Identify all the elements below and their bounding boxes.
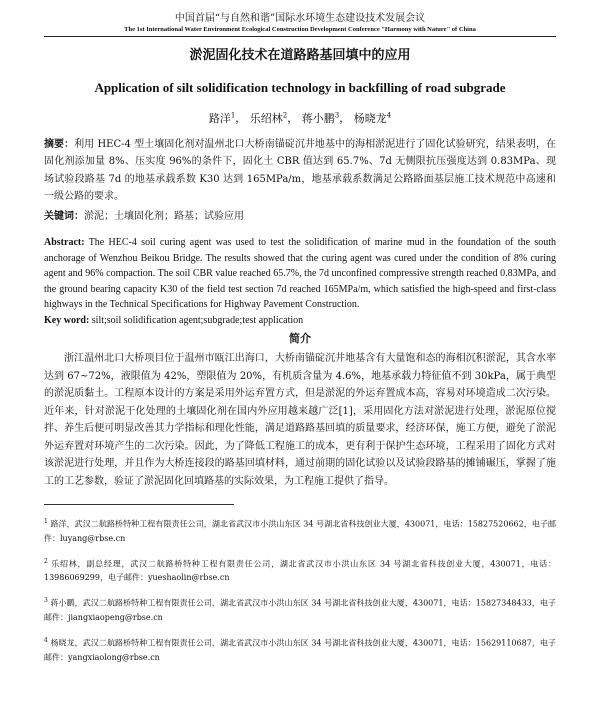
section-title-intro: 简介	[289, 332, 311, 346]
footnote: $^4$ 杨晓龙，武汉二航路桥特种工程有限责任公司，湖北省武汉市小洪山东区 34 号湖北省科技创业大厦，430071，电话：15629110687，电子邮件：yangxiaolong@rbse.cn	[44, 637, 556, 662]
abstract-en-text: The HEC-4 soil curing agent was used to test the solidification of marine mud in the foundation of the south anchorage of Wenzhou Beikou Bridge. The results showed that the curing agent was cured under the condition of 8% curing agent and 96% compaction. The soil CBR value reached 65.7%, the 7d unconfined compressive strength reached 0.83MPa, and the ground bearing capacity K30 of the field test section 7d reached 165MPa/m, which satisfied the high-speed and first-class highways in the Technical Specifications for Highway Pavement Construction.	[44, 237, 557, 311]
keywords-en-label: Key word:	[44, 314, 90, 326]
abstract-cn-text: 利用 HEC-4 型土壤固化剂对温州北口大桥南锚碇沉井地基中的海相淤泥进行了固化试验研究，结果表明，在固化剂添加量 8%、压实度 96%的条件下，固化土 CBR 值达到 65.7%、7d 无侧限抗压强度达到 0.83MPa、现场试验段路基 7d 的地基承载系数 K30 达到 165MPa/m，地基承载系数满足公路路面基层施工技术规范中高速和一级公路的要求。	[44, 138, 556, 203]
keywords-cn-label: 关键词：	[44, 210, 84, 222]
author: 路洋$^1$	[208, 111, 236, 125]
abstract-cn-label: 摘要：	[44, 138, 75, 150]
intro-paragraph: 浙江温州北口大桥项目位于温州市瓯江出海口，大桥南锚碇沉井地基含有大量饱和态的海相沉积淤泥，其含水率达到 67~72%，液限值为 42%，塑限值为 20%，有机质含量为 4.6%，地基承载力特征值不到 30kPa，属于典型的淤泥质黏土。工程原本设计的方案是采用外运弃置方式，但是淤泥的外运弃置成本高，容易对环境造成二次污染。近年来，针对淤泥干化处理的土壤固化剂在国内外应用越来越广泛[1]，采用固化方法对淤泥进行处理，淤泥原位搅拌、养生后便可明显改善其力学指标和理化性能，满足道路路基回填的质量要求，经济环保，施工方便，避免了淤泥外运弃置对环境产生的二次污染。因此，为了降低工程施工的成本，更有利于保护生态环境，工程采用了固化方式对该淤泥进行处理，并且作为大桥连接段的路基回填材料，通过前期的固化试验以及试验段路基的摊铺碾压，掌握了施工的工艺参数，验证了淤泥固化回填路基的实际效果，为工程施工提供了指导。	[44, 353, 556, 487]
author-list: 路洋$^1$， 乐绍林$^2$， 蒋小鹏$^3$， 杨晓龙$^4$	[208, 111, 392, 125]
abstract-cn	[44, 136, 556, 206]
keywords-en	[44, 313, 556, 329]
conference-header-cn: 中国首届“与自然和谐”国际水环境生态建设技术发展会议	[174, 13, 426, 24]
footnote: $^2$ 乐绍林，副总经理，武汉二航路桥特种工程有限责任公司，湖北省武汉市小洪山东区 34 号湖北省科技创业大厦，430071，电话：13986069299，电子邮件：yueshaolin@rbse.cn	[44, 557, 556, 583]
paper-title-en: Application of silt solidification technology in backfilling of road subgrade	[94, 80, 506, 95]
header-rule	[44, 36, 556, 37]
author: 蒋小鹏$^3$	[301, 111, 340, 125]
author: 杨晓龙$^4$	[353, 111, 392, 125]
keywords-en-text: silt;soil solidification agent;subgrade;test application	[91, 314, 304, 326]
conference-header-en: The 1st International Water Environment Ecological Construction Development Conference "Harmony with Nature" of China	[124, 26, 476, 33]
footnote: $^3$ 蒋小鹏，武汉二航路桥特种工程有限责任公司，湖北省武汉市小洪山东区 34 号湖北省科技创业大厦，430071，电话：15827348433，电子邮件：jiangxiaopeng@rbse.cn	[44, 597, 556, 623]
abstract-en	[44, 235, 556, 313]
keywords-cn	[44, 208, 556, 226]
keywords-cn-text: 淤泥；土壤固化剂；路基；试验应用	[84, 210, 244, 222]
abstract-en-label: Abstract:	[44, 237, 85, 249]
footnote-rule	[44, 504, 234, 505]
footnote: $^1$ 路洋，武汉二航路桥特种工程有限责任公司，湖北省武汉市小洪山东区 34 号湖北省科技创业大厦，430071，电话：15827520662，电子邮件：luyang@rbse.cn	[44, 518, 556, 543]
paper-title-cn: 淤泥固化技术在道路路基回填中的应用	[189, 48, 411, 63]
author: 乐绍林$^2$	[249, 111, 288, 125]
